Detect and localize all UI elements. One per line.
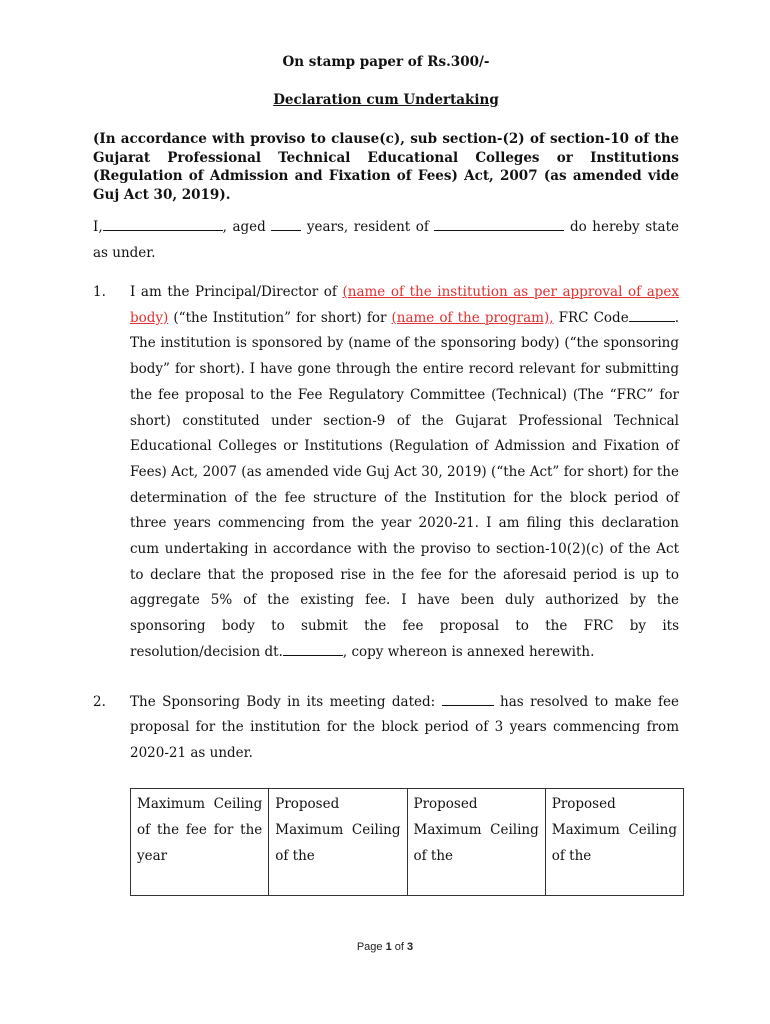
- institution-name-placeholder: (name of the institution as per approval of apex body): [130, 284, 679, 326]
- fee-table: [130, 788, 684, 896]
- intro-part-2: , aged: [222, 219, 266, 235]
- document-body: [93, 48, 679, 896]
- clause-1-text-b: (“the Institution” for short) for: [168, 309, 392, 326]
- page-label: Page: [356, 941, 383, 953]
- clause-2-number: 2.: [93, 693, 106, 710]
- clause-1-text-c: FRC Code: [553, 309, 629, 326]
- intro-part-4: do hereby state as under.: [93, 219, 680, 261]
- table-header-cell: Proposed Maximum Ceiling of the: [545, 788, 683, 895]
- clause-1-text: [130, 280, 679, 666]
- page-indicator: [0, 941, 770, 953]
- document-title: Declaration cum Undertaking: [273, 92, 499, 108]
- page-of: of: [394, 941, 404, 953]
- table-header-cell: Proposed Maximum Ceiling of the: [407, 788, 545, 895]
- resolution-date-blank: [283, 643, 343, 656]
- residence-blank: [434, 230, 564, 231]
- clause-2-text-a: The Sponsoring Body in its meeting dated:: [130, 693, 442, 710]
- preamble: (In accordance with proviso to clause(c), sub section-(2) of section-10 of the Gujarat Professional Technical Educational Colleges or Institutions (Regulation of Admission and Fixation of Fees) Act, 2007 (as amended vide Guj Act 30, 2019).: [93, 131, 679, 203]
- page-total: 3: [407, 941, 414, 953]
- intro-paragraph: [93, 214, 679, 266]
- clause-1: [93, 280, 679, 666]
- frc-code-blank: [629, 309, 675, 322]
- meeting-date-blank: [442, 693, 494, 706]
- table-header-cell: Proposed Maximum Ceiling of the: [269, 788, 407, 895]
- name-blank: [103, 230, 223, 231]
- clause-1-text-a: I am the Principal/Director of: [130, 284, 343, 300]
- intro-part-1: I,: [93, 219, 103, 235]
- stamp-paper-line: On stamp paper of Rs.300/-: [282, 54, 490, 70]
- clause-1-text-e: , copy whereon is annexed herewith.: [342, 643, 595, 660]
- program-name-placeholder: (name of the program),: [391, 309, 554, 326]
- clause-2-text-b: has resolved to make fee proposal for the institution for the block period of 3 years commencing from 2020-21 as under.: [130, 693, 679, 761]
- clause-1-number: 1.: [93, 284, 106, 300]
- clause-2: [93, 690, 679, 767]
- table-header-cell: Maximum Ceiling of the fee for the year: [131, 788, 269, 895]
- age-blank: [271, 230, 301, 231]
- page-current: 1: [385, 941, 392, 953]
- intro-part-3: years, resident of: [306, 219, 429, 235]
- clause-1-text-d: . The institution is sponsored by (name of the sponsoring body) (“the sponsoring body” for short). I have gone through the entire record relevant for submitting the fee proposal to the Fee Regulatory Committee (Technical) (The “FRC” for short) constituted under section-9 of the Gujarat Professional Technical Educational Colleges or Institutions (Regulation of Admission and Fixation of Fees) Act, 2007 (as amended vide Guj Act 30, 2019) (“the Act” for short) for the determination of the fee structure of the Institution for the block period of three years commencing from the year 2020-21. I am filing this declaration cum undertaking in accordance with the proviso to section-10(2)(c) of the Act to declare that the proposed rise in the fee for the aforesaid period is up to aggregate 5% of the existing fee. I have been duly authorized by the sponsoring body to submit the fee proposal to the FRC by its resolution/decision dt.: [130, 309, 679, 660]
- table-row: [131, 788, 684, 895]
- clause-2-text: [130, 690, 679, 767]
